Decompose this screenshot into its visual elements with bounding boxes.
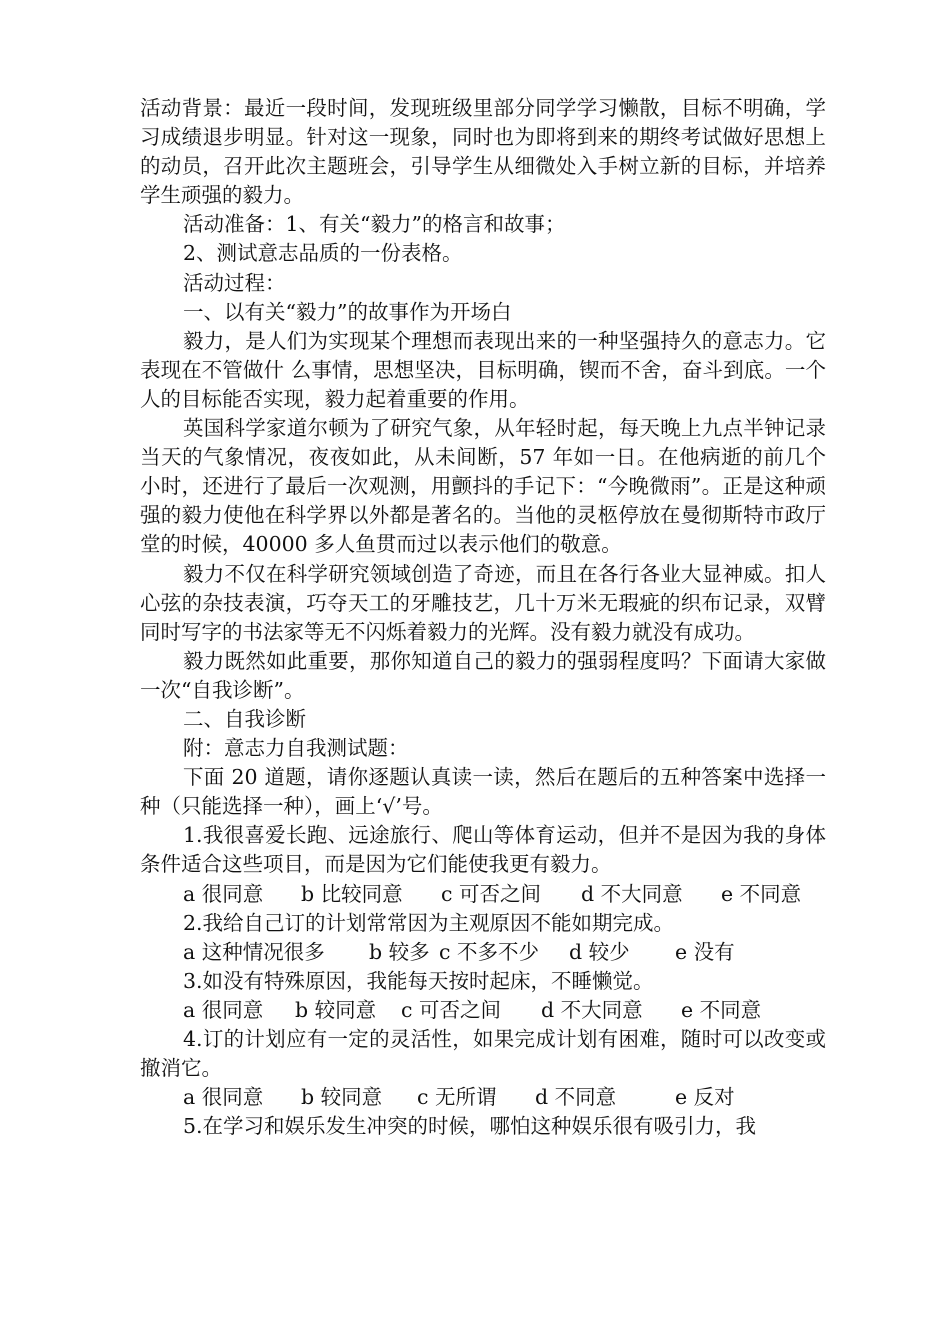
option-a: a 很同意 bbox=[183, 881, 264, 906]
background-paragraph: 活动背景：最近一段时间，发现班级里部分同学学习懒散，目标不明确，学习成绩退步明显。针对这一现象，同时也为即将到来的期终考试做好思想上的动员，召开此次主题班会，引导学生从细微处入手树立新的目标，并培养学生顽强的毅力。 bbox=[140, 96, 826, 208]
option-b: b 比较同意 bbox=[301, 881, 403, 906]
option-d: d 不同意 bbox=[535, 1085, 617, 1110]
section-heading-2: 二、自我诊断 bbox=[183, 706, 306, 731]
question-2-options bbox=[140, 938, 826, 967]
option-d: d 较少 bbox=[569, 939, 630, 964]
option-c: c 可否之间 bbox=[401, 997, 501, 1022]
option-b: b 较多 bbox=[369, 939, 430, 964]
question-4-options bbox=[140, 1083, 826, 1112]
question-5: 5.在学习和娱乐发生冲突的时候，哪怕这种娱乐很有吸引力，我 bbox=[183, 1114, 757, 1139]
option-c: c 无所谓 bbox=[417, 1085, 497, 1110]
document-body bbox=[140, 94, 826, 1141]
question-1-options bbox=[140, 880, 826, 909]
paragraph-transition: 毅力既然如此重要，那你知道自己的毅力的强弱程度吗？下面请大家做一次“自我诊断”。 bbox=[140, 648, 826, 702]
section-heading-1: 一、以有关“毅力”的故事作为开场白 bbox=[183, 299, 512, 324]
option-c: c 可否之间 bbox=[441, 881, 541, 906]
option-e: e 反对 bbox=[675, 1085, 735, 1110]
option-d: d 不大同意 bbox=[541, 997, 643, 1022]
option-e: e 不同意 bbox=[681, 997, 762, 1022]
question-3: 3.如没有特殊原因，我能每天按时起床，不睡懒觉。 bbox=[183, 968, 654, 993]
preparation-line: 活动准备：1、有关“毅力”的格言和故事； bbox=[183, 212, 566, 237]
preparation-item-2: 2、测试意志品质的一份表格。 bbox=[183, 241, 463, 266]
option-b: b 较同意 bbox=[301, 1085, 383, 1110]
option-e: e 没有 bbox=[675, 939, 735, 964]
test-instructions: 下面 20 道题，请你逐题认真读一读，然后在题后的五种答案中选择一种（只能选择一种），画上‘√’号。 bbox=[140, 765, 826, 819]
paragraph-dalton-story: 英国科学家道尔顿为了研究气象，从年轻时起，每天晚上九点半钟记录当天的气象情况，夜夜如此，从未间断，57 年如一日。在他病逝的前几个小时，还进行了最后一次观测，用颤抖的手记下：“今晚微雨”。正是这种顽强的毅力使他在科学界以外都是著名的。当他的灵柩停放在曼彻斯特市政厅堂的时候，40000 多人鱼贯而过以表示他们的敬意。 bbox=[140, 416, 826, 557]
paragraph-miracles: 毅力不仅在科学研究领域创造了奇迹，而且在各行各业大显神威。扣人心弦的杂技表演，巧夺天工的牙雕技艺，几十万米无瑕疵的织布记录，双臂同时写字的书法家等无不闪烁着毅力的光辉。没有毅力就没有成功。 bbox=[140, 561, 826, 644]
question-4: 4.订的计划应有一定的灵活性，如果完成计划有困难，随时可以改变或撤消它。 bbox=[140, 1027, 826, 1081]
process-heading: 活动过程： bbox=[183, 270, 286, 295]
question-1: 1.我很喜爱长跑、远途旅行、爬山等体育运动，但并不是因为我的身体条件适合这些项目，而是因为它们能使我更有毅力。 bbox=[140, 823, 826, 877]
option-c: c 不多不少 bbox=[439, 939, 539, 964]
question-2: 2.我给自己订的计划常常因为主观原因不能如期完成。 bbox=[183, 910, 675, 935]
paragraph-definition: 毅力，是人们为实现某个理想而表现出来的一种坚强持久的意志力。它表现在不管做什 么事情，思想坚决，目标明确，锲而不舍，奋斗到底。一个人的目标能否实现，毅力起着重要的作用。 bbox=[140, 328, 826, 411]
appendix-heading: 附：意志力自我测试题： bbox=[183, 736, 409, 761]
option-d: d 不大同意 bbox=[581, 881, 683, 906]
option-a: a 很同意 bbox=[183, 997, 264, 1022]
option-a: a 这种情况很多 bbox=[183, 939, 325, 964]
option-a: a 很同意 bbox=[183, 1085, 264, 1110]
option-e: e 不同意 bbox=[721, 881, 802, 906]
question-3-options bbox=[140, 996, 826, 1025]
option-b: b 较同意 bbox=[295, 997, 377, 1022]
